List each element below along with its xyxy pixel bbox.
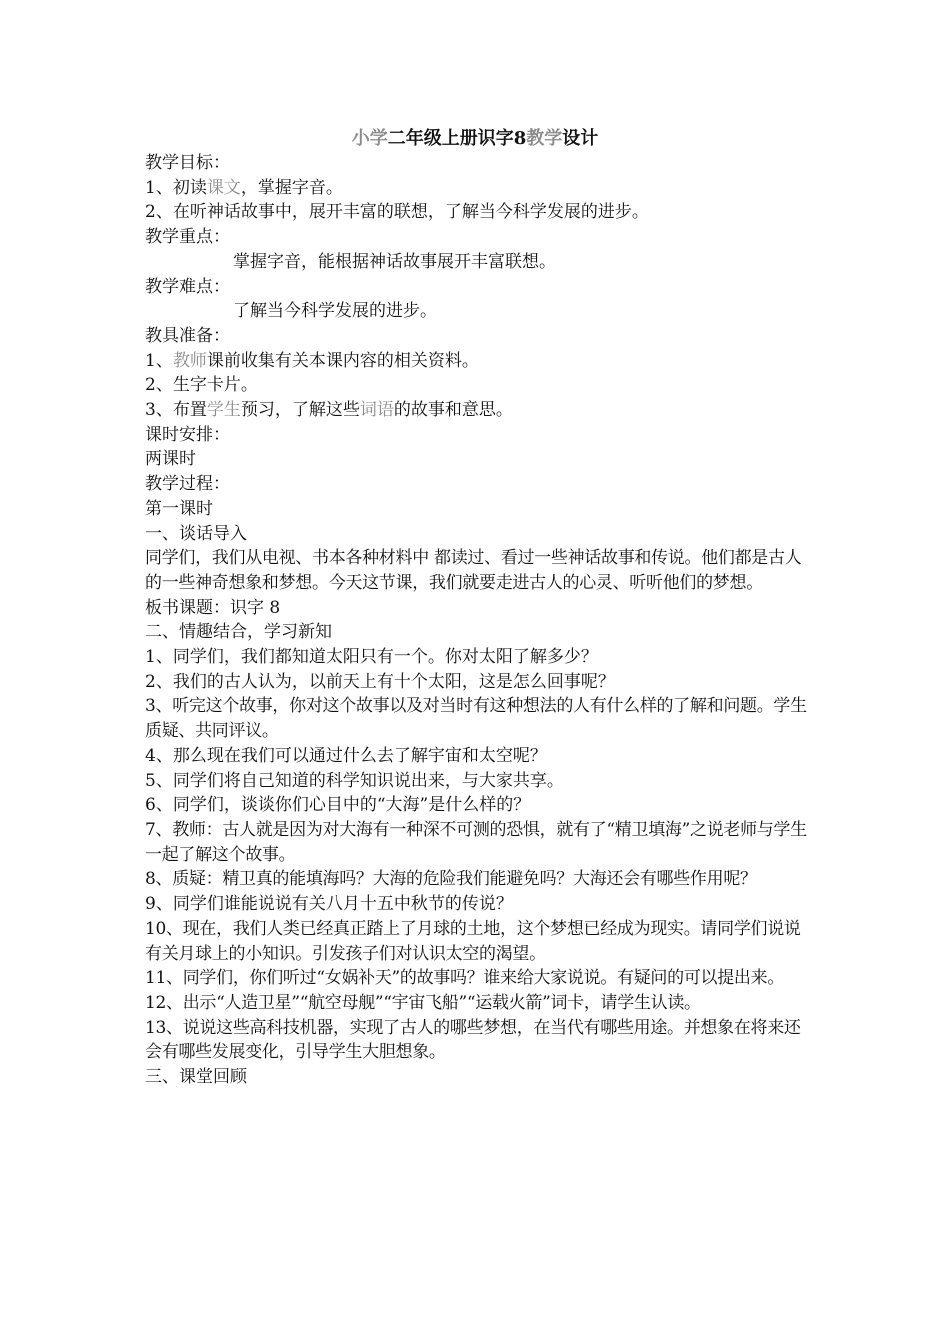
step-item: 11、同学们，你们听过“女娲补天”的故事吗？谁来给大家说说。有疑问的可以提出来。 (145, 968, 785, 989)
link-ciyu[interactable]: 词语 (359, 400, 394, 421)
section-1-paragraph: 同学们，我们从电视、书本各种材料中 都读过、看过一些神话故事和传说。他们都是古人的一些神奇想象和梦想。今天这节课，我们就要走进古人的心灵、听听他们的梦想。 (145, 548, 802, 593)
document-body (145, 151, 810, 1090)
process-heading: 教学过程： (145, 474, 230, 495)
materials-heading: 教具准备： (145, 325, 230, 346)
document-title (0, 126, 950, 152)
step-item: 5、同学们将自己知道的科学知识说出来，与大家共享。 (145, 770, 564, 791)
material-item-1: 1、教师课前收集有关本课内容的相关资料。 (145, 350, 479, 371)
title-part-1: 小学 (351, 128, 388, 149)
key-points-text: 掌握字音，能根据神话故事展开丰富联想。 (233, 251, 556, 272)
step-item: 10、现在，我们人类已经真正踏上了月球的土地，这个梦想已经成为现实。请同学们说说有关月球上的小知识。引发孩子们对认识太空的渴望。 (145, 918, 801, 964)
material-item-3: 3、布置学生预习，了解这些词语的故事和意思。 (145, 400, 513, 421)
step-item: 2、我们的古人认为，以前天上有十个太阳，这是怎么回事呢？ (145, 671, 615, 692)
difficulties-heading: 教学难点： (145, 276, 230, 297)
board-title: 板书课题：识字 8 (145, 597, 281, 618)
material-item-2: 2、生字卡片。 (145, 375, 258, 396)
link-kewen[interactable]: 课文 (206, 177, 241, 198)
title-part-4: 教学 (526, 128, 563, 149)
lesson-1-heading: 第一课时 (145, 498, 213, 519)
step-item: 13、说说这些高科技机器，实现了古人的哪些梦想，在当代有哪些用途。并想象在将来还会有哪些发展变化，引导学生大胆想象。 (145, 1017, 801, 1063)
difficulties-text: 了解当今科学发展的进步。 (233, 301, 437, 322)
link-xuesheng[interactable]: 学生 (206, 400, 241, 421)
key-points-heading: 教学重点： (145, 227, 230, 248)
link-jiaoshi[interactable]: 教师 (172, 350, 207, 371)
section-2-title: 二、情趣结合，学习新知 (145, 622, 332, 643)
title-part-5: 设计 (562, 128, 599, 149)
title-part-2: 二年级上册识字 (387, 128, 514, 149)
step-item: 8、质疑：精卫真的能填海吗？大海的危险我们能避免吗？大海还会有哪些作用呢？ (145, 869, 757, 890)
schedule-text: 两课时 (145, 449, 196, 470)
step-item: 7、教师：古人就是因为对大海有一种深不可测的恐惧，就有了“精卫填海”之说老师与学生一起了解这个故事。 (145, 819, 807, 865)
objective-item-1: 1、初读课文，掌握字音。 (145, 177, 343, 198)
title-part-3: 8 (513, 128, 527, 149)
step-item: 4、那么现在我们可以通过什么去了解宇宙和太空呢？ (145, 745, 547, 766)
step-item: 12、出示“人造卫星”“航空母舰”“宇宙飞船”“运载火箭”词卡，请学生认读。 (145, 992, 701, 1013)
step-item: 6、同学们，谈谈你们心目中的“大海”是什么样的？ (145, 795, 531, 816)
step-item: 1、同学们，我们都知道太阳只有一个。你对太阳了解多少？ (145, 647, 598, 668)
objectives-heading: 教学目标： (145, 153, 230, 173)
section-3-title: 三、课堂回顾 (145, 1067, 247, 1088)
schedule-heading: 课时安排： (145, 424, 230, 445)
step-item: 3、听完这个故事，你对这个故事以及对当时有这种想法的人有什么样的了解和问题。学生质疑、共同评议。 (145, 696, 807, 742)
step-item: 9、同学们谁能说说有关八月十五中秋节的传说？ (145, 894, 513, 915)
objective-item-2: 2、在听神话故事中，展开丰富的联想，了解当今科学发展的进步。 (145, 202, 649, 223)
section-1-title: 一、谈话导入 (145, 523, 247, 544)
